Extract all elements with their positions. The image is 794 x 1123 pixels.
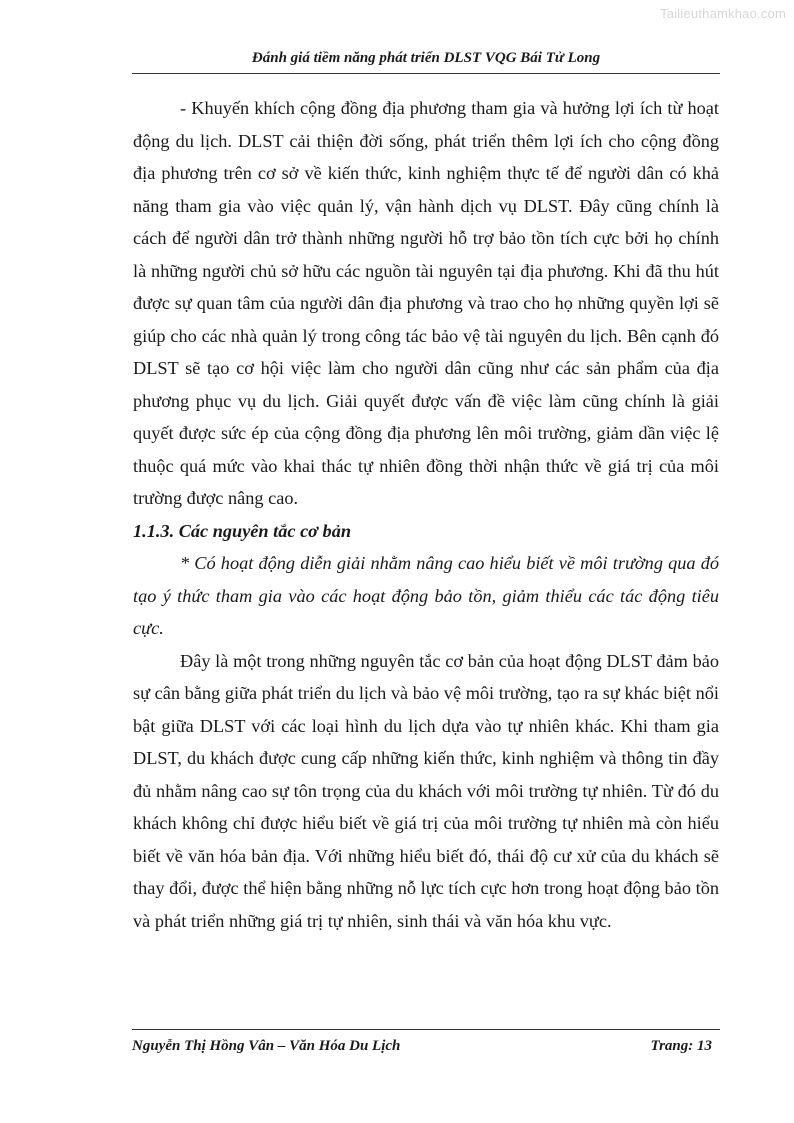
section-heading: 1.1.3. Các nguyên tắc cơ bản [133, 520, 352, 541]
footer-author: Nguyễn Thị Hồng Vân – Văn Hóa Du Lịch [132, 1038, 401, 1054]
watermark-text: Tailieuthamkhao.com [660, 6, 786, 21]
page-header-title: Đánh giá tiềm năng phát triển DLST VQG Bái Tử Long [251, 50, 601, 66]
paragraph-community-benefit: - Khuyến khích cộng đồng địa phương tham gia và hưởng lợi ích từ hoạt động du lịch. DLST cải thiện đời sống, phát triển thêm lợi ích cho cộng đồng địa phương trên cơ sở về kiến thức, kinh nghiệm thực tế để người dân có khả năng tham gia vào việc quản lý, vận hành dịch vụ DLST. Đây cũng chính là cách để người dân trở thành những người hỗ trợ bảo tồn tích cực bởi họ chính là những người chủ sở hữu các nguồn tài nguyên tại địa phương. Khi đã thu hút được sự quan tâm của người dân địa phương và trao cho họ những quyền lợi sẽ giúp cho các nhà quản lý trong công tác bảo vệ tài nguyên du lịch. Bên cạnh đó DLST sẽ tạo cơ hội việc làm cho người dân cũng như các sản phẩm của địa phương phục vụ du lịch. Giải quyết được vấn đề việc làm cũng chính là giải quyết được sức ép của cộng đồng địa phương lên môi trường, giảm dần việc lệ thuộc quá mức vào khai thác tự nhiên đồng thời nhận thức về giá trị của môi trường được nâng cao. [133, 98, 719, 508]
paragraph-principle-explanation: Đây là một trong những nguyên tắc cơ bản của hoạt động DLST đảm bảo sự cân bằng giữa phát triển du lịch và bảo vệ môi trường, tạo ra sự khác biệt nổi bật giữa DLST với các loại hình du lịch dựa vào tự nhiên khác. Khi tham gia DLST, du khách được cung cấp những kiến thức, kinh nghiệm và thông tin đầy đủ nhằm nâng cao sự tôn trọng của du khách với môi trường tự nhiên. Từ đó du khách không chỉ được hiểu biết về giá trị của môi trường tự nhiên mà còn hiểu biết về văn hóa bản địa. Với những hiểu biết đó, thái độ cư xử của du khách sẽ thay đổi, được thể hiện bằng những nỗ lực tích cực hơn trong hoạt động bảo tồn và phát triển những giá trị tự nhiên, sinh thái và văn hóa khu vực. [133, 650, 719, 931]
document-body [133, 92, 719, 937]
footer-divider [132, 1029, 720, 1030]
header-divider [132, 73, 720, 74]
principle-statement: * Có hoạt động diễn giải nhằm nâng cao hiểu biết về môi trường qua đó tạo ý thức tham gia vào các hoạt động bảo tồn, giảm thiểu các tác động tiêu cực. [133, 553, 719, 638]
footer-page-number: Trang: 13 [650, 1038, 712, 1054]
